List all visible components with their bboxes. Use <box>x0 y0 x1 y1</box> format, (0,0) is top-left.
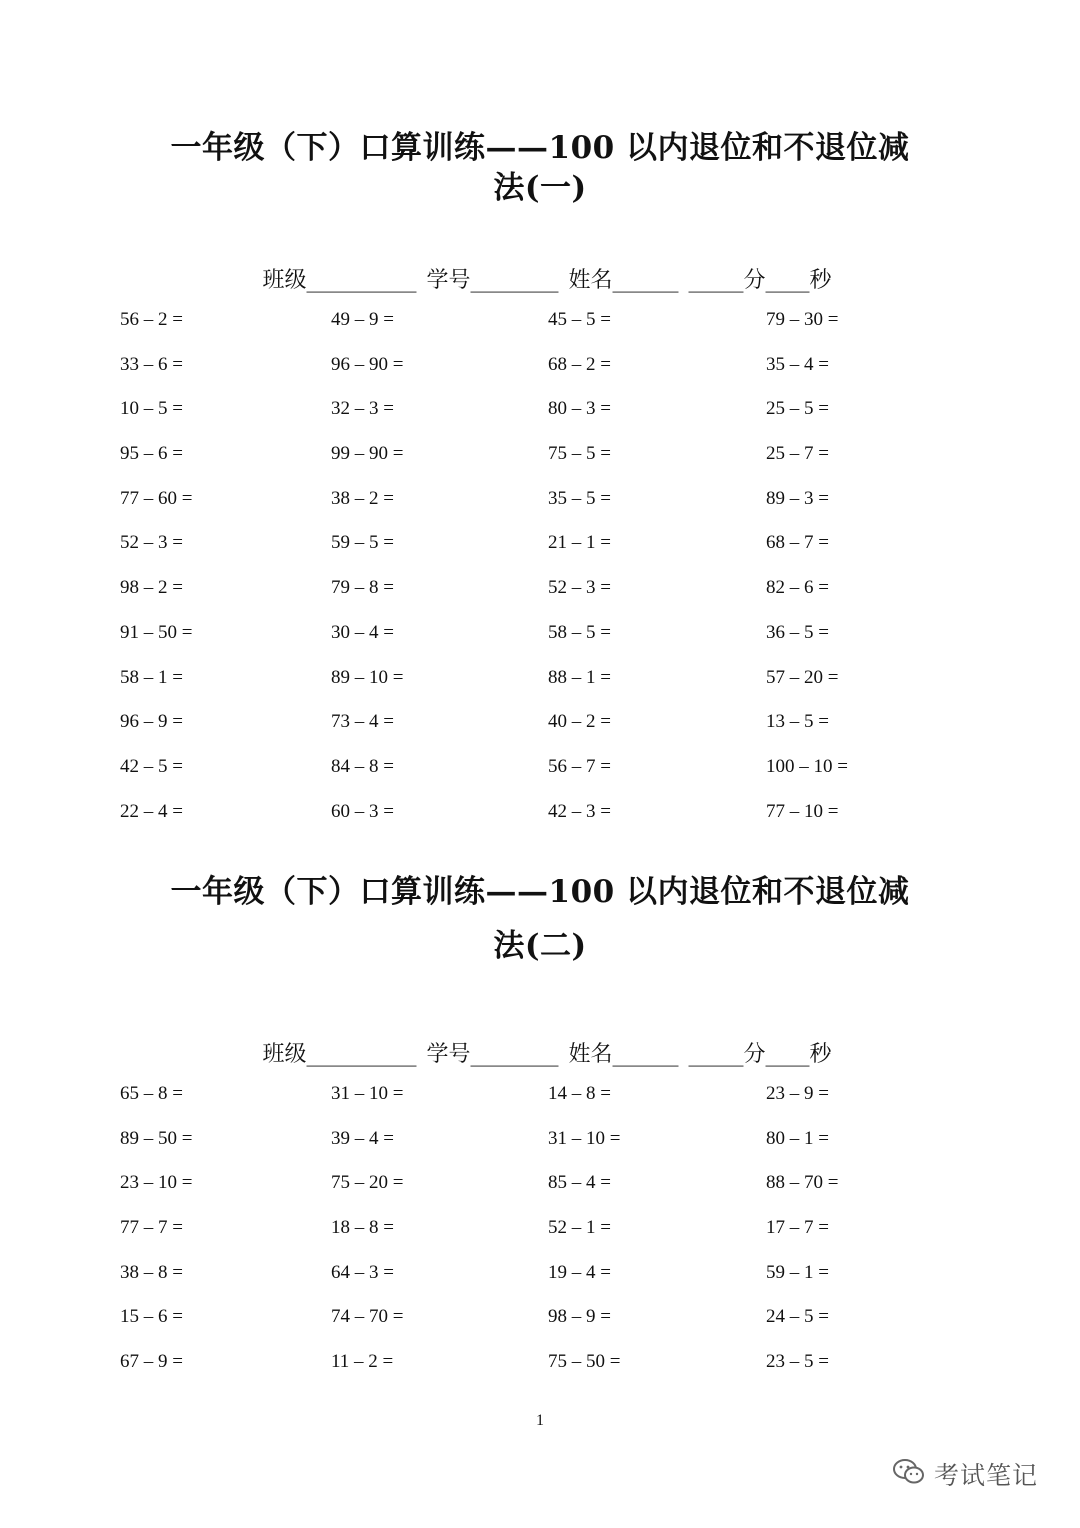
watermark-text: 考试笔记 <box>934 1461 1039 1490</box>
problem-item: 45 – 5 = <box>548 309 611 330</box>
problem-row <box>0 487 1080 532</box>
problem-item: 42 – 5 = <box>120 755 183 777</box>
problem-item: 89 – 50 = <box>120 1127 193 1149</box>
problem-item: 23 – 9 = <box>766 1083 829 1104</box>
problem-item: 79 – 8 = <box>331 577 394 599</box>
problem-item: 82 – 6 = <box>766 577 829 599</box>
problem-row <box>0 800 1080 845</box>
name-field: 姓名______ <box>568 268 679 293</box>
problem-item: 68 – 2 = <box>548 353 611 375</box>
problem-item: 85 – 4 = <box>548 1172 611 1194</box>
problem-item: 64 – 3 = <box>331 1261 394 1283</box>
problem-item: 100 – 10 = <box>766 755 848 777</box>
problem-item: 88 – 1 = <box>548 666 611 688</box>
worksheet-section-1 <box>0 128 1080 208</box>
problem-row <box>0 1261 1080 1306</box>
problem-row <box>0 1127 1080 1172</box>
problem-grid-2 <box>0 1082 1080 1395</box>
problem-item: 10 – 5 = <box>120 398 183 420</box>
problem-row <box>0 397 1080 442</box>
problem-item: 52 – 3 = <box>548 577 611 599</box>
student-info-line-2 <box>0 1010 1080 1070</box>
section-title <box>0 872 1080 966</box>
problem-item: 21 – 1 = <box>548 532 611 554</box>
problem-item: 96 – 9 = <box>120 711 183 733</box>
problem-item: 36 – 5 = <box>766 621 829 643</box>
class-field: 班级__________ <box>262 1042 417 1067</box>
problem-item: 80 – 1 = <box>766 1127 829 1149</box>
problem-item: 31 – 10 = <box>548 1127 621 1149</box>
problem-item: 32 – 3 = <box>331 398 394 420</box>
problem-item: 15 – 6 = <box>120 1306 183 1328</box>
problem-item: 73 – 4 = <box>331 711 394 733</box>
problem-item: 52 – 3 = <box>120 532 183 554</box>
problem-item: 98 – 9 = <box>548 1306 611 1328</box>
problem-item: 99 – 90 = <box>331 443 404 465</box>
student-id-field: 学号________ <box>426 1042 559 1067</box>
title-line-2: 法(一) <box>493 170 587 206</box>
problem-item: 38 – 2 = <box>331 487 394 509</box>
problem-item: 23 – 5 = <box>766 1351 829 1373</box>
problem-item: 19 – 4 = <box>548 1261 611 1283</box>
problem-item: 89 – 3 = <box>766 487 829 509</box>
problem-item: 11 – 2 = <box>331 1351 394 1373</box>
problem-item: 59 – 5 = <box>331 532 394 554</box>
problem-item: 91 – 50 = <box>120 621 193 643</box>
problem-row <box>0 621 1080 666</box>
problem-item: 65 – 8 = <box>120 1083 183 1104</box>
watermark <box>892 1456 1038 1492</box>
title-line-1: 一年级（下）口算训练——100 以内退位和不退位减 <box>170 874 910 910</box>
problem-item: 25 – 7 = <box>766 443 829 465</box>
problem-item: 59 – 1 = <box>766 1261 829 1283</box>
problem-item: 84 – 8 = <box>331 755 394 777</box>
title-line-1: 一年级（下）口算训练——100 以内退位和不退位减 <box>170 130 910 166</box>
problem-item: 79 – 30 = <box>766 309 839 330</box>
student-info-line-1 <box>0 236 1080 296</box>
problem-item: 35 – 4 = <box>766 353 829 375</box>
problem-item: 42 – 3 = <box>548 800 611 822</box>
worksheet-section-2 <box>0 872 1080 966</box>
problem-item: 77 – 7 = <box>120 1217 183 1239</box>
problem-item: 13 – 5 = <box>766 711 829 733</box>
problem-item: 49 – 9 = <box>331 309 394 330</box>
wechat-icon <box>892 1457 926 1491</box>
problem-row <box>0 353 1080 398</box>
problem-grid-1 <box>0 308 1080 844</box>
problem-row <box>0 1082 1080 1127</box>
problem-item: 52 – 1 = <box>548 1217 611 1239</box>
problem-item: 56 – 7 = <box>548 755 611 777</box>
problem-item: 35 – 5 = <box>548 487 611 509</box>
problem-item: 57 – 20 = <box>766 666 839 688</box>
problem-item: 80 – 3 = <box>548 398 611 420</box>
problem-row <box>0 531 1080 576</box>
problem-item: 88 – 70 = <box>766 1172 839 1194</box>
problem-item: 30 – 4 = <box>331 621 394 643</box>
problem-item: 75 – 5 = <box>548 443 611 465</box>
page-number: 1 <box>536 1412 544 1429</box>
problem-item: 75 – 20 = <box>331 1172 404 1194</box>
problem-row <box>0 442 1080 487</box>
problem-item: 18 – 8 = <box>331 1217 394 1239</box>
problem-row <box>0 755 1080 800</box>
problem-item: 33 – 6 = <box>120 353 183 375</box>
problem-item: 14 – 8 = <box>548 1083 611 1104</box>
problem-item: 77 – 60 = <box>120 487 193 509</box>
problem-item: 22 – 4 = <box>120 800 183 822</box>
title-line-2: 法(二) <box>493 928 587 964</box>
problem-row <box>0 666 1080 711</box>
problem-row <box>0 1350 1080 1395</box>
class-field: 班级__________ <box>262 268 417 293</box>
time-field: _____分____秒 <box>688 268 832 293</box>
problem-item: 58 – 1 = <box>120 666 183 688</box>
problem-row <box>0 1216 1080 1261</box>
problem-item: 25 – 5 = <box>766 398 829 420</box>
problem-item: 56 – 2 = <box>120 309 183 330</box>
problem-item: 68 – 7 = <box>766 532 829 554</box>
problem-item: 23 – 10 = <box>120 1172 193 1194</box>
problem-item: 17 – 7 = <box>766 1217 829 1239</box>
problem-item: 89 – 10 = <box>331 666 404 688</box>
problem-item: 67 – 9 = <box>120 1351 183 1373</box>
time-field: _____分____秒 <box>688 1042 832 1067</box>
problem-item: 96 – 90 = <box>331 353 404 375</box>
problem-row <box>0 710 1080 755</box>
problem-item: 38 – 8 = <box>120 1261 183 1283</box>
problem-item: 75 – 50 = <box>548 1351 621 1373</box>
problem-item: 24 – 5 = <box>766 1306 829 1328</box>
problem-item: 39 – 4 = <box>331 1127 394 1149</box>
problem-item: 74 – 70 = <box>331 1306 404 1328</box>
problem-row <box>0 1171 1080 1216</box>
problem-item: 60 – 3 = <box>331 800 394 822</box>
problem-item: 58 – 5 = <box>548 621 611 643</box>
problem-row <box>0 308 1080 353</box>
problem-item: 31 – 10 = <box>331 1083 404 1104</box>
problem-item: 98 – 2 = <box>120 577 183 599</box>
problem-item: 40 – 2 = <box>548 711 611 733</box>
section-title <box>0 128 1080 208</box>
problem-row <box>0 576 1080 621</box>
problem-item: 77 – 10 = <box>766 800 839 822</box>
problem-item: 95 – 6 = <box>120 443 183 465</box>
student-id-field: 学号________ <box>426 268 559 293</box>
name-field: 姓名______ <box>568 1042 679 1067</box>
problem-row <box>0 1305 1080 1350</box>
